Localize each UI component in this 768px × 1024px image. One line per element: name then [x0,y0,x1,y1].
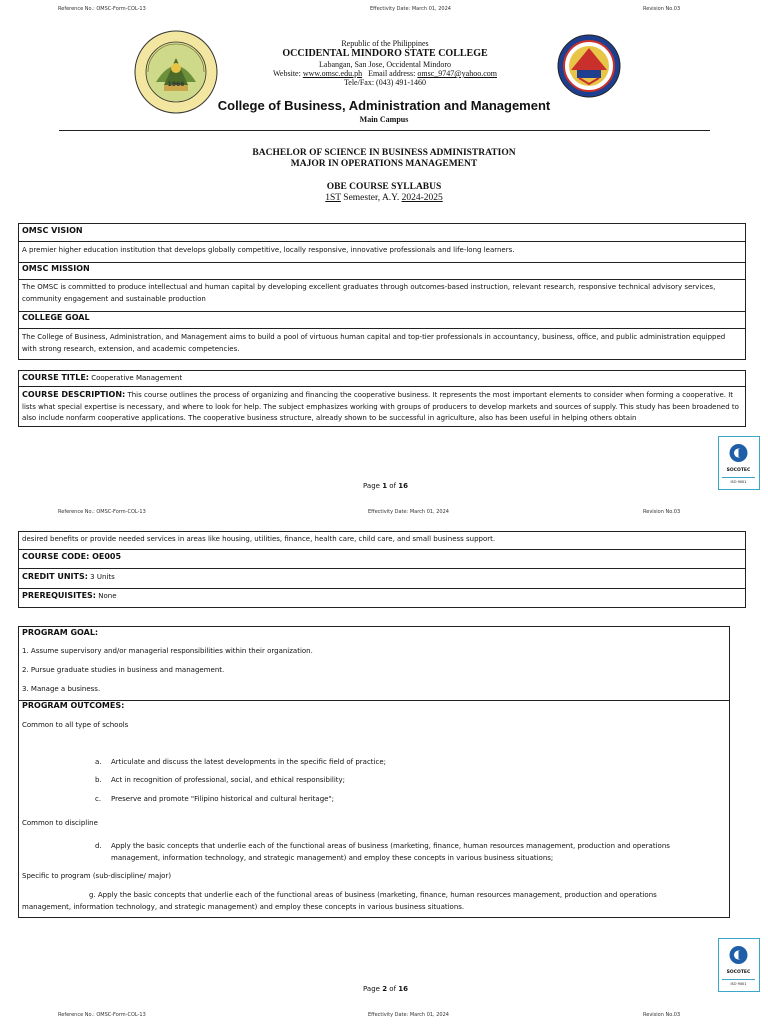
current-page: 1 [382,482,388,490]
department-emblem-logo [557,34,621,98]
contact-line [230,69,540,78]
course-description-label: COURSE DESCRIPTION: [22,390,126,399]
department-name: College of Business, Administration and Management [217,98,551,113]
mission-text: The OMSC is committed to produce intellectual and human capital by developing excellent graduates through outcomes-based instruction, relevant research, responsive technical advisory services, community engagement and sustainable production [22,283,716,303]
course-description-continued: desired benefits or provide needed services in areas like housing, utilities, finance, health care, child care, and small business support. [22,535,496,543]
socotec-logo-icon [719,440,758,468]
program-table [18,626,730,918]
goal-text: The College of Business, Administration, and Management aims to build a pool of virtuous human capital and top-tier professionals in accountancy, business, office, and public administration equipped with strong research, extension, and academic competencies. [22,333,726,353]
socotec-certification-badge [718,436,760,490]
page-1-number [363,482,408,490]
course-description [22,389,742,425]
semester-line [180,193,588,203]
course-title-value: Cooperative Management [89,374,183,382]
course-title-label: COURSE TITLE: [22,373,89,382]
effectivity-date: Effectivity Date: March 01, 2024 [370,6,451,12]
outcome-a-marker: a. [95,758,102,766]
prerequisites-label: PREREQUISITES: [22,591,97,600]
outcome-c: Preserve and promote "Filipino historical and cultural heritage"; [111,795,335,803]
outcome-g-line-1: g. Apply the basic concepts that underlie each of the functional areas of business (marketing, finance, human resources management, production and operations [89,891,657,899]
course-code: COURSE CODE: OE005 [22,552,122,561]
semester-number: 1ST [325,193,341,203]
page-word: Page [363,482,380,490]
specific-program-heading: Specific to program (sub-discipline/ major) [22,872,172,880]
cert-name-p2: SOCOTEC [726,970,751,975]
revision-number: Revision No.03 [643,6,681,12]
goal-label: COLLEGE GOAL [22,313,90,322]
reference-number-p3: Reference No.: OMSC-Form-COL-13 [58,1012,146,1018]
course-details-table [18,531,746,608]
college-name: OCCIDENTAL MINDORO STATE COLLEGE [282,48,488,59]
credit-units-value: 3 Units [87,573,115,581]
cert-iso: ISO 9001 [730,480,747,484]
prerequisites [22,590,117,603]
reference-number: Reference No.: OMSC-Form-COL-13 [58,6,146,12]
email-link[interactable]: omsc_9747@yahoo.com [417,69,497,78]
course-description-text: This course outlines the process of organizing and financing the cooperative business. It represents the most important elements to consider when forming a cooperative. It lists what special expertise is necessary, and where to look for help. The subject emphasizes working with groups of producers to develop markets and sources of supply. This study has been broadened to also include nonfarm cooperative applications. The cooperative business structure, already shown to be successful in agriculture, also has been useful in helping others obtain [22,391,739,422]
total-pages-p2: 16 [398,985,409,993]
course-table [18,370,746,427]
total-pages: 16 [398,482,409,490]
prerequisites-value: None [96,592,117,600]
mission-label: OMSC MISSION [22,264,90,273]
syllabus-title: OBE COURSE SYLLABUS [326,182,442,192]
website-link[interactable]: www.omsc.edu.ph [302,69,363,78]
email-label: Email address: [368,69,416,78]
degree-title: BACHELOR OF SCIENCE IN BUSINESS ADMINISTRATION [252,148,516,158]
cert-iso-p2: ISO 9001 [730,982,747,986]
cert-name: SOCOTEC [726,468,751,473]
program-goal-item-1: 1. Assume supervisory and/or managerial responsibilities within their organization. [22,647,313,655]
semester-text: Semester, A.Y. [340,193,402,203]
major-title: MAJOR IN OPERATIONS MANAGEMENT [290,159,478,169]
socotec-logo-icon [719,942,758,970]
common-discipline-heading: Common to discipline [22,819,98,827]
program-outcomes-label: PROGRAM OUTCOMES: [22,701,125,710]
of-word: of [389,482,397,490]
credit-units-label: CREDIT UNITS: [22,572,88,581]
page-word-p2: Page [363,985,380,993]
effectivity-date-p2: Effectivity Date: March 01, 2024 [368,509,449,515]
telefax: Tele/Fax: (043) 491-1460 [343,78,427,87]
header-divider [59,130,710,131]
republic-line: Republic of the Philippines [341,39,429,48]
outcome-c-marker: c. [95,795,102,803]
revision-number-p3: Revision No.03 [643,1012,681,1018]
credit-units [22,571,115,584]
program-goal-label: PROGRAM GOAL: [22,628,99,637]
outcome-a: Articulate and discuss the latest developments in the specific field of practice; [111,758,387,766]
of-word-p2: of [389,985,397,993]
effectivity-date-p3: Effectivity Date: March 01, 2024 [368,1012,449,1018]
program-goal-item-3: 3. Manage a business. [22,685,101,693]
website-label: Website: [273,69,301,78]
college-address: Labangan, San Jose, Occidental Mindoro [319,60,451,69]
reference-number-p2: Reference No.: OMSC-Form-COL-13 [58,509,146,515]
vision-label: OMSC VISION [22,226,83,235]
common-schools-heading: Common to all type of schools [22,721,129,729]
current-page-p2: 2 [382,985,388,993]
campus-name: Main Campus [359,115,409,124]
outcome-d: Apply the basic concepts that underlie each of the functional areas of business (marketing, finance, human resources management, production and operations management, information technology, and strategic management) and employ these concepts in various business situations; [111,842,670,862]
page-2-number [363,985,408,993]
academic-year: 2024-2025 [401,193,443,203]
seal-year: 1966 [167,81,185,88]
revision-number-p2: Revision No.03 [643,509,681,515]
outcome-b: Act in recognition of professional, social, and ethical responsibility; [111,776,346,784]
institution-table [18,223,746,360]
program-goal-item-2: 2. Pursue graduate studies in business and management. [22,666,225,674]
outcome-g-line-2: management, information technology, and strategic management) and employ these concepts in various business situations. [22,903,465,911]
socotec-certification-badge-p2 [718,938,760,992]
outcome-b-marker: b. [95,776,102,784]
vision-text: A premier higher education institution that develops globally competitive, locally responsive, innovative professionals and life-long learners. [22,246,515,254]
course-title [22,372,742,385]
outcome-d-marker: d. [95,842,102,850]
